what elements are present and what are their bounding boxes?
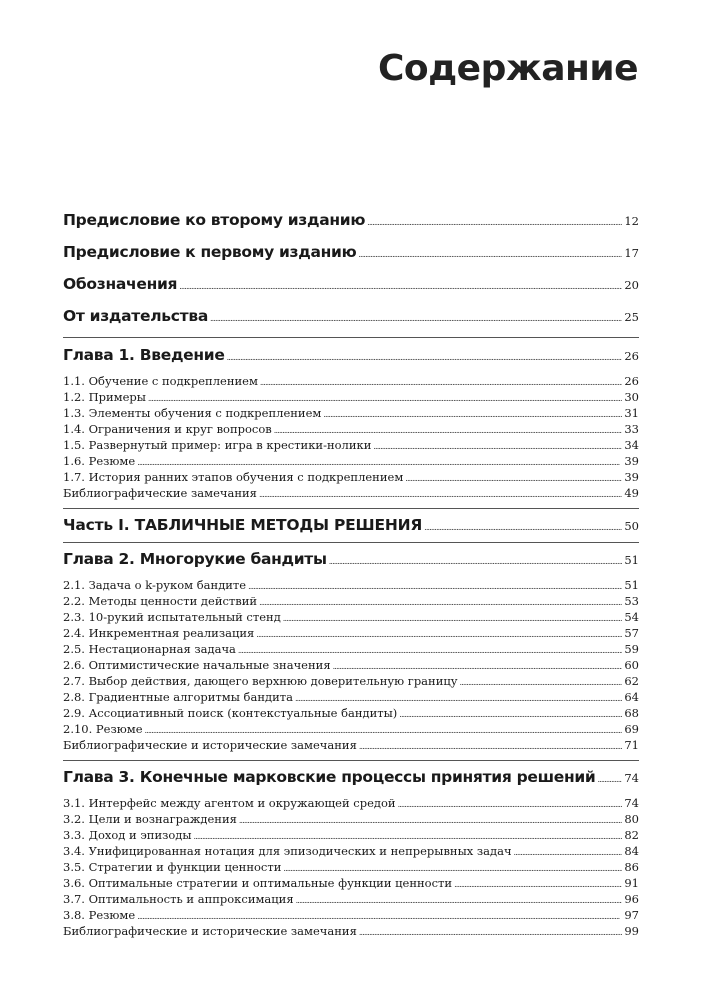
chapter-page: 26 xyxy=(624,349,639,363)
dot-leader xyxy=(259,482,622,501)
chapter-page: 74 xyxy=(624,771,639,785)
section-page: 54 xyxy=(624,610,639,624)
section-page: 69 xyxy=(624,722,639,736)
toc-section[interactable] xyxy=(63,482,639,501)
section-label: 1.2. Примеры xyxy=(63,390,146,404)
part-page: 50 xyxy=(624,519,639,533)
section-label: Библиографические замечания xyxy=(63,486,257,500)
section-label: 3.5. Стратегии и функции ценности xyxy=(63,860,282,874)
section-label: 2.4. Инкрементная реализация xyxy=(63,626,255,640)
entry-label: От издательства xyxy=(63,307,208,325)
toc-part-1[interactable] xyxy=(63,515,639,534)
section-label: 1.3. Элементы обучения с подкреплением xyxy=(63,406,322,420)
dot-leader xyxy=(359,920,623,939)
section-label: 3.3. Доход и эпизоды xyxy=(63,828,192,842)
dot-leader xyxy=(227,345,623,364)
section-page: 53 xyxy=(624,594,639,608)
toc-entry-notation[interactable] xyxy=(63,274,639,293)
dot-leader xyxy=(210,306,622,325)
dot-leader xyxy=(424,515,622,534)
entry-label: Обозначения xyxy=(63,275,178,293)
section-label: 3.4. Унифицированная нотация для эпизодических и непрерывных задач xyxy=(63,844,512,858)
section-page: 62 xyxy=(624,674,639,688)
section-page: 80 xyxy=(624,812,639,826)
toc-section[interactable] xyxy=(63,734,639,753)
section-page: 99 xyxy=(624,924,639,938)
section-page: 26 xyxy=(624,374,639,388)
dot-leader xyxy=(367,210,622,229)
section-label: 2.9. Ассоциативный поиск (контекстуальные бандиты) xyxy=(63,706,398,720)
toc-entry-preface-1st[interactable] xyxy=(63,242,639,261)
section-page: 97 xyxy=(624,908,639,922)
toc-entry-preface-2nd[interactable] xyxy=(63,210,639,229)
divider xyxy=(63,542,639,543)
section-page: 59 xyxy=(624,642,639,656)
section-page: 74 xyxy=(624,796,639,810)
dot-leader xyxy=(598,767,623,786)
section-page: 71 xyxy=(624,738,639,752)
entry-page: 20 xyxy=(624,278,639,292)
section-page: 49 xyxy=(624,486,639,500)
toc-chapter-1[interactable] xyxy=(63,345,639,364)
section-page: 60 xyxy=(624,658,639,672)
section-label: 3.2. Цели и вознаграждения xyxy=(63,812,237,826)
toc-entry-publisher[interactable] xyxy=(63,306,639,325)
entry-label: Предисловие к первому изданию xyxy=(63,243,357,261)
section-label: 2.3. 10-рукий испытательный стенд xyxy=(63,610,281,624)
section-label: 1.6. Резюме xyxy=(63,454,136,468)
section-page: 33 xyxy=(624,422,639,436)
divider xyxy=(63,760,639,761)
section-label: 1.5. Развернутый пример: игра в крестики-нолики xyxy=(63,438,372,452)
section-label: 2.2. Методы ценности действий xyxy=(63,594,258,608)
toc-section[interactable] xyxy=(63,920,639,939)
dot-leader xyxy=(329,549,623,568)
section-page: 96 xyxy=(624,892,639,906)
toc-chapter-3[interactable] xyxy=(63,767,639,786)
section-page: 39 xyxy=(624,470,639,484)
section-label: Библиографические и исторические замечания xyxy=(63,924,357,938)
section-page: 30 xyxy=(624,390,639,404)
section-page: 57 xyxy=(624,626,639,640)
entry-label: Предисловие ко второму изданию xyxy=(63,211,366,229)
entry-page: 25 xyxy=(624,310,639,324)
section-label: 3.8. Резюме xyxy=(63,908,136,922)
divider xyxy=(63,508,639,509)
section-page: 82 xyxy=(624,828,639,842)
section-label: 1.7. История ранних этапов обучения с подкреплением xyxy=(63,470,404,484)
section-page: 39 xyxy=(624,454,639,468)
section-label: 3.7. Оптимальность и аппроксимация xyxy=(63,892,294,906)
section-label: 1.1. Обучение с подкреплением xyxy=(63,374,258,388)
entry-page: 12 xyxy=(624,214,639,228)
section-label: Библиографические и исторические замечания xyxy=(63,738,357,752)
chapter-page: 51 xyxy=(624,553,639,567)
chapter-label: Глава 3. Конечные марковские процессы принятия решений xyxy=(63,768,596,786)
dot-leader xyxy=(358,242,622,261)
section-page: 34 xyxy=(624,438,639,452)
section-label: 1.4. Ограничения и круг вопросов xyxy=(63,422,272,436)
divider xyxy=(63,337,639,338)
section-label: 2.10. Резюме xyxy=(63,722,143,736)
entry-page: 17 xyxy=(624,246,639,260)
section-label: 2.1. Задача о k-руком бандите xyxy=(63,578,247,592)
chapter-label: Глава 1. Введение xyxy=(63,346,225,364)
section-label: 2.8. Градиентные алгоритмы бандита xyxy=(63,690,293,704)
section-page: 86 xyxy=(624,860,639,874)
section-page: 84 xyxy=(624,844,639,858)
page-title: Содержание xyxy=(377,48,638,89)
section-label: 3.6. Оптимальные стратегии и оптимальные функции ценности xyxy=(63,876,453,890)
dot-leader xyxy=(179,274,622,293)
section-label: 2.6. Оптимистические начальные значения xyxy=(63,658,331,672)
section-page: 68 xyxy=(624,706,639,720)
part-label: Часть I. ТАБЛИЧНЫЕ МЕТОДЫ РЕШЕНИЯ xyxy=(63,516,423,534)
section-label: 2.7. Выбор действия, дающего верхнюю доверительную границу xyxy=(63,674,458,688)
section-label: 2.5. Нестационарная задача xyxy=(63,642,236,656)
section-page: 51 xyxy=(624,578,639,592)
section-page: 31 xyxy=(624,406,639,420)
section-page: 91 xyxy=(624,876,639,890)
chapter-label: Глава 2. Многорукие бандиты xyxy=(63,550,327,568)
section-page: 64 xyxy=(624,690,639,704)
section-label: 3.1. Интерфейс между агентом и окружающей средой xyxy=(63,796,396,810)
toc-chapter-2[interactable] xyxy=(63,549,639,568)
dot-leader xyxy=(359,734,623,753)
